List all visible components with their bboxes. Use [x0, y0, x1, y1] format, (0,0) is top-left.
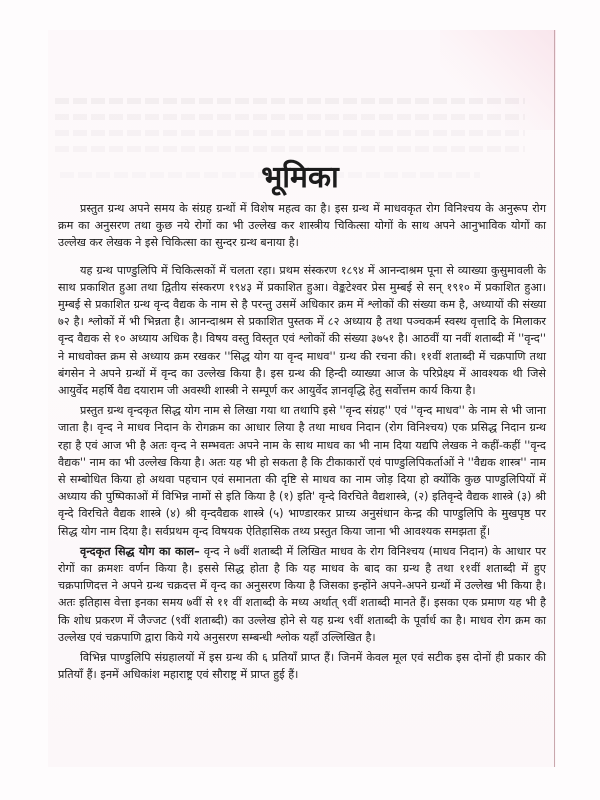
show-through-text [55, 146, 525, 152]
show-through-text [55, 98, 525, 104]
paragraph-intro: प्रस्तुत ग्रन्थ अपने समय के संग्रह ग्रन्थों में विशेष महत्व का है। इस ग्रन्थ में माधवकृत रोग विनिश्चय के अनुरूप रोग क्रम का अनुसरण तथा कुछ नये रोगों का भी उल्लेख कर शास्त्रीय चिकित्सा योगों के साथ अपने आनुभाविक योगों का उल्लेख कर लेखक ने इसे चिकित्सा का सुन्दर ग्रन्थ बनाया है। [58, 202, 546, 250]
section-lead-heading: वृन्दकृत सिद्ध योग का काल– [80, 544, 200, 558]
body-text [58, 200, 546, 686]
paragraph-period-text: वृन्द ने ७वीं शताब्दी में लिखित माधव के रोग विनिश्चय (माधव निदान) के आधार पर रोगों का क्रमशः वर्णन किया है। इससे सिद्ध होता है कि यह माधव के बाद का ग्रन्थ है तथा ११वीं शताब्दी में हुए चक्रपाणिदत्त ने अपने ग्रन्थ चक्रदत्त में वृन्द का अनुसरण किया है जिसका इन्होंने अपने-अपने ग्रन्थों में उल्लेख भी किया है। अतः इतिहास वेत्ता इनका समय ७वीं से ११ वीं शताब्दी के मध्य अर्थात् ९वीं शताब्दी मानते हैं। इसका एक प्रमाण यह भी है कि शोध प्रकरण में जैज्जट (९वीं शताब्दी) का उल्लेख होने से यह ग्रन्थ ९वीं शताब्दी के पूर्वार्ध का है। माधव रोग क्रम का उल्लेख एवं चक्रपाणि द्वारा किये गये अनुसरण सम्बन्धी श्लोक यहाँ उल्लिखित है। [58, 544, 546, 644]
show-through-text [55, 130, 525, 136]
paragraph-manuscripts: विभिन्न पाण्डुलिपि संग्रहालयों में इस ग्रन्थ की ६ प्रतियाँ प्राप्त हैं। जिनमें केवल मूल एवं सटीक इस दोनों ही प्रकार की प्रतियाँ हैं। इनमें अधिकांश महाराष्ट्र एवं सौराष्ट्र में प्राप्त हुई हैं। [58, 651, 546, 682]
paragraph-editions: यह ग्रन्थ पाण्डुलिपि में चिकित्सकों में चलता रहा। प्रथम संस्करण १८९४ में आनन्दाश्रम पूना से व्याख्या कुसुमावली के साथ प्रकाशित हुआ तथा द्वितीय संस्करण १९४३ में प्रकाशित हुआ। वेङ्कटेश्वर प्रेस मुम्बई से सन् १९१० में प्रकाशित हुआ। मुम्बई से प्रकाशित ग्रन्थ वृन्द वैद्यक के नाम से है परन्तु उसमें अधिकार क्रम में श्लोकों की संख्या कम है, अध्यायों की संख्या ७२ है। श्लोकों में भी भिन्नता है। आनन्दाश्रम से प्रकाशित पुस्तक में ८२ अध्याय है तथा पञ्चकर्म स्वस्थ वृत्तादि के मिलाकर वृन्द वैद्यक से १० अध्याय अधिक है। विषय वस्तु विस्तृत एवं श्लोकों की संख्या ३७५१ है। आठवीं या नवीं शताब्दी में ''वृन्द'' ने माधवोक्त क्रम से अध्याय क्रम रखकर ''सिद्ध योग या वृन्द माधव'' ग्रन्थ की रचना की। ११वीं शताब्दी में चक्रपाणि तथा बंगसेन ने अपने ग्रन्थों में वृन्द का उल्लेख किया है। इस ग्रन्थ की हिन्दी व्याख्या आज के परिप्रेक्ष्य में आवश्यक थी जिसे आयुर्वेद महर्षि वैद्य दयाराम जी अवस्थी शास्त्री ने सम्पूर्ण कर आयुर्वेद ज्ञानवृद्धि हेतु सर्वोत्तम कार्य किया है। [58, 263, 546, 398]
page-title: भूमिका [261, 160, 339, 195]
paragraph-period [58, 543, 546, 646]
paragraph-names: प्रस्तुत ग्रन्थ वृन्दकृत सिद्ध योग नाम से लिखा गया था तथापि इसे ''वृन्द संग्रह'' एवं ''वृन्द माधव'' के नाम से भी जाना जाता है। वृन्द ने माधव निदान के रोगक्रम का आधार लिया है तथा माधव निदान (रोग विनिश्चय) एक प्रसिद्ध निदान ग्रन्थ रहा है एवं आज भी है अतः वृन्द ने सम्भवतः अपने नाम के साथ माधव का भी नाम दिया यद्यपि लेखक ने कहीं-कहीं ''वृन्द वैद्यक'' नाम का भी उल्लेख किया है। अतः यह भी हो सकता है कि टीकाकारों एवं पाण्डुलिपिकर्ताओं ने ''वैद्यक शास्त्र'' नाम से सम्बोधित किया हो अथवा पहचान एवं समानता की दृष्टि से माधव का नाम जोड़ दिया हो क्योंकि कुछ पाण्डुलिपियों में अध्याय की पुष्पिकाओं में विभिन्न नामों से इति किया है (१) इति' वृन्दे विरचिते वैद्यशास्त्रे, (२) इतिवृन्दे वैद्यक शास्त्रे (३) श्री वृन्दे विरचिते वैद्यक शास्त्रे (४) श्री वृन्दवैद्यक शास्त्रे (५) भाण्डारकर प्राच्य अनुसंधान केन्द्र की पाण्डुलिपि के मुखपृष्ठ पर सिद्ध योग नाम दिया है। सर्वप्रथम वृन्द विषयक ऐतिहासिक तथ्य प्रस्तुत किया जाना भी आवश्यक समझता हूँ। [58, 404, 546, 538]
show-through-text [55, 114, 525, 120]
page-edge [554, 30, 555, 767]
